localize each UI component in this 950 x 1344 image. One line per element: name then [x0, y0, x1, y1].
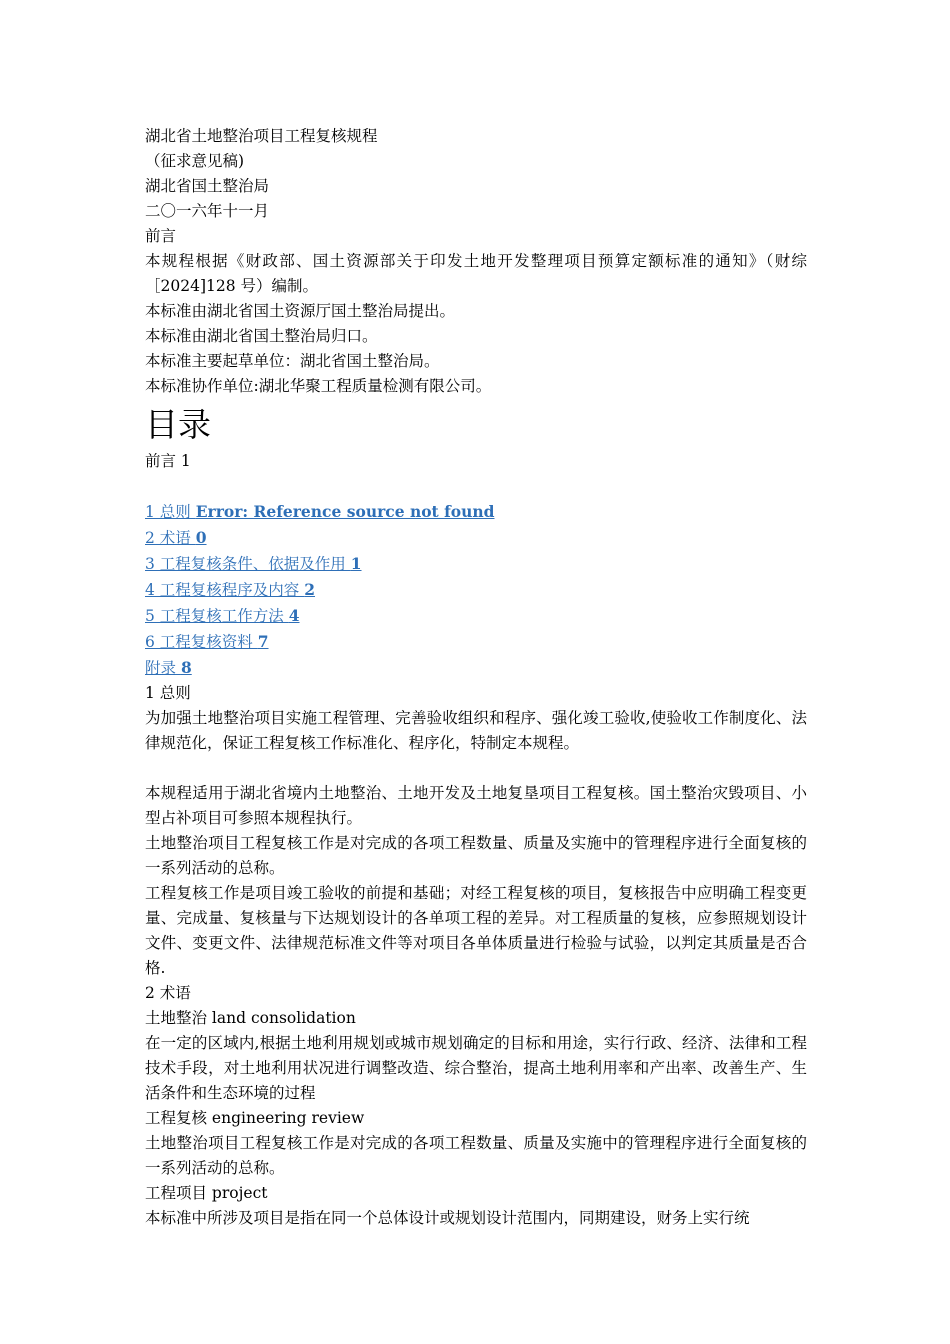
section-heading: 2 术语	[145, 984, 191, 1002]
toc-page-number: 1	[350, 554, 362, 573]
issuing-organization: 湖北省国土整治局	[145, 177, 270, 195]
toc-link-label: 4 工程复核程序及内容	[145, 581, 305, 599]
toc-page-number: 7	[257, 632, 269, 651]
preface-heading: 前言	[145, 227, 177, 245]
document-page	[145, 124, 807, 1231]
term-definition: 在一定的区域内,根据土地利用规划或城市规划确定的目标和用途，实行行政、经济、法律和工程技术手段，对土地利用状况进行调整改造、综合整治，提高土地利用率和产出率、改善生产、生活条件和生态环境的过程	[145, 1034, 807, 1102]
toc-entry[interactable]	[145, 603, 807, 629]
preface-paragraph: 本标准由湖北省国土整治局归口。	[145, 327, 378, 345]
toc-link-label: 5 工程复核工作方法	[145, 607, 289, 625]
document-title: 湖北省土地整治项目工程复核规程	[145, 127, 378, 145]
paragraph-spacer	[145, 756, 807, 781]
toc-link-procedure[interactable]	[145, 577, 315, 603]
toc-entry[interactable]	[145, 525, 807, 551]
term-title: 工程项目 project	[145, 1184, 268, 1202]
body-paragraph: 本规程适用于湖北省境内土地整治、土地开发及土地复垦项目工程复核。国土整治灾毁项目、小型占补项目可参照本规程执行。	[145, 784, 807, 827]
term-title: 土地整治 land consolidation	[145, 1009, 356, 1027]
toc-link-terms[interactable]	[145, 525, 207, 551]
preface-paragraph: 本规程根据《财政部、国土资源部关于印发土地开发整理项目预算定额标准的通知》（财综［2024]128 号）编制。	[145, 252, 807, 295]
toc-link-appendix[interactable]	[145, 655, 192, 681]
toc-link-label: 3 工程复核条件、依据及作用	[145, 555, 351, 573]
toc-link-label: 附录	[145, 659, 181, 677]
toc-link-label: 2 术语	[145, 529, 196, 547]
toc-link-materials[interactable]	[145, 629, 269, 655]
preface-paragraph: 本标准由湖北省国土资源厅国土整治局提出。	[145, 302, 456, 320]
term-title: 工程复核 engineering review	[145, 1109, 365, 1127]
toc-link-conditions[interactable]	[145, 551, 362, 577]
preface-paragraph: 本标准主要起草单位：湖北省国土整治局。	[145, 352, 440, 370]
toc-entry[interactable]	[145, 577, 807, 603]
toc-link-methods[interactable]	[145, 603, 300, 629]
toc-link-label: 1 总则	[145, 503, 196, 521]
body-paragraph: 工程复核工作是项目竣工验收的前提和基础；对经工程复核的项目，复核报告中应明确工程变更量、完成量、复核量与下达规划设计的各单项工程的差异。对工程质量的复核，应参照规划设计文件、变更文件、法律规范标准文件等对项目各单体质量进行检验与试验，以判定其质量是否合格.	[145, 884, 807, 977]
toc-entry[interactable]	[145, 655, 807, 681]
toc-page-number: 2	[304, 580, 316, 599]
section-heading: 1 总则	[145, 684, 191, 702]
toc-heading: 目录	[145, 405, 211, 444]
toc-spacer	[145, 474, 807, 499]
term-definition: 土地整治项目工程复核工作是对完成的各项工程数量、质量及实施中的管理程序进行全面复核的一系列活动的总称。	[145, 1134, 807, 1177]
body-paragraph: 土地整治项目工程复核工作是对完成的各项工程数量、质量及实施中的管理程序进行全面复核的一系列活动的总称。	[145, 834, 807, 877]
toc-entry[interactable]	[145, 551, 807, 577]
toc-page-number: 8	[180, 658, 192, 677]
toc-page-number: Error: Reference source not found	[195, 502, 495, 521]
preface-paragraph: 本标准协作单位:湖北华聚工程质量检测有限公司。	[145, 377, 492, 395]
toc-page-number: 4	[288, 606, 300, 625]
toc-entry[interactable]	[145, 499, 807, 525]
term-definition: 本标准中所涉及项目是指在同一个总体设计或规划设计范围内，同期建设，财务上实行统	[145, 1209, 750, 1227]
toc-link-label: 6 工程复核资料	[145, 633, 258, 651]
issue-date: 二〇一六年十一月	[145, 202, 270, 220]
toc-page-number: 0	[195, 528, 207, 547]
toc-preface-entry: 前言 1	[145, 452, 191, 470]
document-subtitle: （征求意见稿)	[145, 152, 245, 170]
toc-entry[interactable]	[145, 629, 807, 655]
body-paragraph: 为加强土地整治项目实施工程管理、完善验收组织和程序、强化竣工验收,使验收工作制度化、法律规范化，保证工程复核工作标准化、程序化，特制定本规程。	[145, 709, 807, 752]
toc-link-general[interactable]	[145, 499, 495, 525]
